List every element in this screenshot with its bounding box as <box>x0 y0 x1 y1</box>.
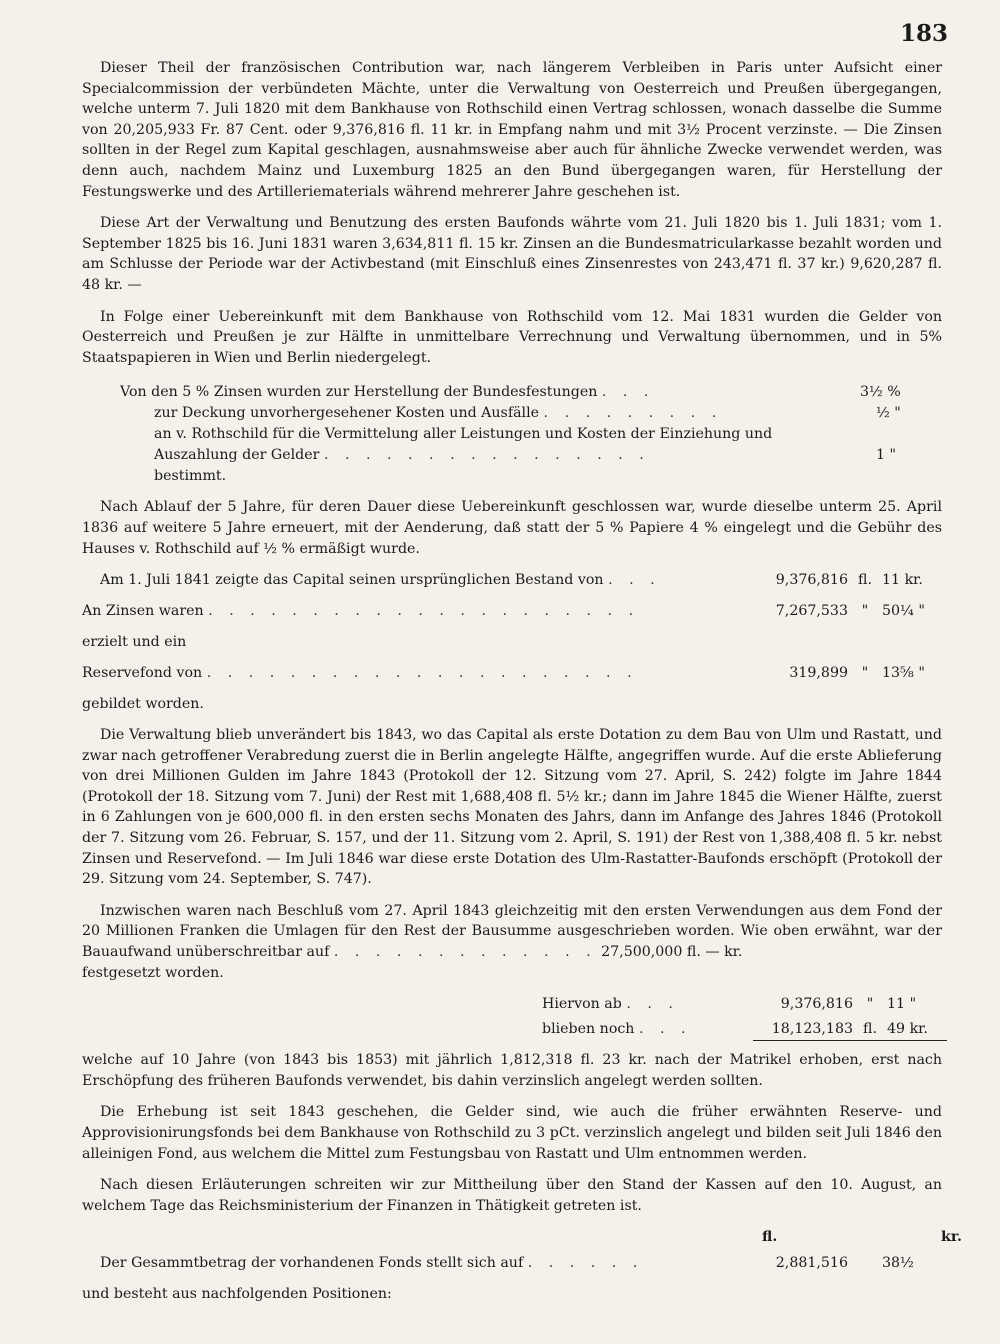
leader-dots: . . . . . . . . . . . . . <box>333 944 597 961</box>
paragraph-erhebung: Die Erhebung ist seit 1843 geschehen, die Gelder sind, wie auch die früher erwähnten Reserve- und Approvisionirungsfonds bei dem Bankhause von Rothschild zu 3 pCt. verzinslich angelegt und bilden seit Juli 1846 den alleinigen Fond, aus welchem die Mittel zum Festungsbau von Rastatt und Ulm entnommen werden. <box>82 1104 942 1162</box>
paragraph-verwaltung: Diese Art der Verwaltung und Benutzung des ersten Baufonds währte vom 21. Juli 1820 bis 1. Juli 1831; vom 1. September 1825 bis 16. Juni 1831 waren 3,634,811 fl. 15 kr. Zinsen an die Bundesmatricularkasse bezahlt worden und am Schlusse der Periode war der Activbestand (mit Einschluß eines Zinsenrestes von 243,471 fl. 37 kr.) 9,620,287 fl. 48 kr. — <box>82 215 942 293</box>
row-label: Am 1. Juli 1841 zeigte das Capital seinen ursprünglichen Bestand von <box>100 572 604 589</box>
amount-kr: 13⅝ " <box>882 665 925 682</box>
row-label: Von den 5 % Zinsen wurden zur Herstellung der Bundesfestungen <box>120 384 598 401</box>
leader-dots: . . . <box>608 572 661 589</box>
account-row <box>82 694 942 715</box>
column-header-fl: fl. <box>762 1229 778 1246</box>
table-row <box>120 382 940 403</box>
leader-dots: . . . . . . . . . . . . . . . . . . . . . <box>206 665 638 682</box>
bauaufwand-amount: 27,500,000 <box>601 944 683 961</box>
paragraph-contribution: Dieser Theil der französischen Contribution war, nach längerem Verbleiben in Paris unter Aufsicht einer Specialcommission der verbündeten Mächte, unter die Verwaltung von Oesterreich und Preußen übergegangen, welche unterm 7. Juli 1820 mit dem Bankhause von Rothschild einen Vertrag schlossen, wonach dasselbe die Summe von 20,205,933 Fr. 87 Cent. oder 9,376,816 fl. 11 kr. in Empfang nahm und mit 3½ Procent verzinste. — Die Zinsen sollten in der Regel zum Kapital geschlagen, ausnahmsweise aber auch für ähnliche Zwecke verwendet werden, was denn auch, nachdem Mainz und Luxemburg 1825 an den Bund übergegangen waren, für Herstellung der Festungswerke und des Artilleriematerials während mehrerer Jahre geschehen ist. <box>82 60 942 200</box>
amount-kr: 49 kr. <box>887 1019 947 1041</box>
account-row <box>542 1019 947 1040</box>
unit-fl: fl. <box>858 572 872 589</box>
column-headers <box>762 1227 962 1247</box>
capital-account <box>82 570 942 715</box>
row-label: gebildet worden. <box>82 696 204 713</box>
unit-fl: " <box>861 603 869 620</box>
row-label: zur Deckung unvorhergesehener Kosten und Ausfälle <box>154 405 540 422</box>
body-text <box>82 58 962 1316</box>
page-number: 183 <box>899 20 948 47</box>
unit-fl: " <box>861 665 869 682</box>
paragraph-ablauf: Nach Ablauf der 5 Jahre, für deren Dauer diese Uebereinkunft geschlossen war, wurde dieselbe unterm 25. April 1836 auf weitere 5 Jahre erneuert, mit der Aenderung, daß statt der 5 % Papiere 4 % eingelegt und die Gebühr des Hauses v. Rothschild auf ½ % ermäßigt wurde. <box>82 499 942 557</box>
amount-kr: — kr. <box>705 944 743 961</box>
account-row <box>82 663 942 684</box>
inzwischen-text: Inzwischen waren nach Beschluß vom 27. April 1843 gleichzeitig mit den ersten Verwendungen aus dem Fond der 20 Millionen Franken die Umlagen für den Rest der Bausumme ausgeschrieben worden. Wie oben erwähnt, war der Bauaufwand unüberschreitbar auf <box>82 902 942 961</box>
account-row <box>82 632 942 653</box>
festgesetzt-text: festgesetzt worden. <box>82 964 224 981</box>
row-label: Hiervon ab <box>542 996 622 1013</box>
unit-fl: " <box>866 996 874 1013</box>
amount-kr: 11 " <box>887 996 917 1013</box>
column-header-kr: kr. <box>941 1229 962 1246</box>
total-kr: 38½ <box>882 1255 914 1272</box>
row-label: Der Gesammtbetrag der vorhandenen Fonds stellt sich auf <box>100 1255 524 1272</box>
account-row <box>542 994 947 1015</box>
zinsen-table <box>120 382 940 487</box>
row-value: ½ " <box>876 405 901 422</box>
leader-dots: . . . <box>626 996 679 1013</box>
paragraph-erlaeuterungen: Nach diesen Erläuterungen schreiten wir zur Mittheilung über den Stand der Kassen auf den 10. August, an welchem Tage das Reichsministerium der Finanzen in Thätigkeit getreten ist. <box>82 1177 942 1214</box>
closing-text: und besteht aus nachfolgenden Positionen: <box>82 1286 392 1303</box>
row-label: Auszahlung der Gelder <box>154 447 320 464</box>
row-label: erzielt und ein <box>82 634 187 651</box>
table-row <box>120 403 940 424</box>
total-amount: 2,881,516 <box>775 1255 848 1272</box>
paragraph-uebereinkunft: In Folge einer Uebereinkunft mit dem Bankhause von Rothschild vom 12. Mai 1831 wurden die Gelder von Oesterreich und Preußen je zur Hälfte in unmittelbare Verrechnung und Verwaltung übernommen, und in 5% Staatspapieren in Wien und Berlin niedergelegt. <box>82 308 942 366</box>
amount: 9,376,816 <box>780 996 853 1013</box>
amount: 319,899 <box>789 665 848 682</box>
total-row <box>82 1253 942 1274</box>
leader-dots: . . . . . . . . . . . . . . . . . . . . . <box>208 603 640 620</box>
leader-dots: . . . <box>638 1021 692 1038</box>
table-row <box>120 445 940 466</box>
paragraph-dotation: Die Verwaltung blieb unverändert bis 1843, wo das Capital als erste Dotation zu dem Bau von Ulm und Rastatt, und zwar nach getroffener Verabredung zuerst die in Berlin angelegte Hälfte, angegriffen wurde. Auf die erste Ablieferung von drei Millionen Gulden im Jahre 1843 (Protokoll der 12. Sitzung vom 27. April, S. 242) folgte im Jahre 1844 (Protokoll der 18. Sitzung vom 7. Juni) der Rest mit 1,688,408 fl. 5½ kr.; dann im Jahre 1845 die Wiener Hälfte, zuerst in 6 Zahlungen von je 600,000 fl. in den ersten sechs Monaten des Jahrs, dann im Anfange des Jahres 1846 (Protokoll der 7. Sitzung vom 26. Februar, S. 157, und der 11. Sitzung vom 2. April, S. 191) der Rest von 1,388,408 fl. 5 kr. nebst Zinsen und Reservefond. — Im Juli 1846 war diese erste Dotation des Ulm-Rastatter-Baufonds erschöpft (Protokoll der 29. Sitzung vom 24. September, S. 747). <box>82 727 942 888</box>
amount: 9,376,816 <box>775 572 848 589</box>
row-label: An Zinsen waren <box>82 603 204 620</box>
table-row <box>120 424 940 445</box>
table-row <box>120 466 940 487</box>
leader-dots: . . . <box>601 384 655 401</box>
row-value: 1 " <box>876 447 897 464</box>
unit-fl: fl. <box>853 1019 887 1041</box>
account-row <box>82 570 942 591</box>
row-label: blieben noch <box>542 1021 635 1038</box>
row-label: bestimmt. <box>154 468 227 485</box>
unit-fl: fl. <box>686 944 701 961</box>
leader-dots: . . . . . . . . . . . . . . . . <box>323 447 650 464</box>
amount: 18,123,183 <box>753 1019 853 1041</box>
amount-kr: 50¼ " <box>882 603 925 620</box>
leader-dots: . . . . . . <box>527 1255 644 1272</box>
row-value: 3½ % <box>860 384 901 401</box>
account-row <box>82 601 942 622</box>
amount: 7,267,533 <box>775 603 848 620</box>
calculation-block <box>542 994 947 1040</box>
amount-kr: 11 kr. <box>882 572 923 589</box>
leader-dots: . . . . . . . . . <box>543 405 723 422</box>
paragraph-matrikel: welche auf 10 Jahre (von 1843 bis 1853) mit jährlich 1,812,318 fl. 23 kr. nach der Matrikel erhoben, erst nach Erschöpfung des früheren Baufonds verwendet, bis dahin verzinslich angelegt werden sollten. <box>82 1052 942 1089</box>
row-label: Reservefond von <box>82 665 203 682</box>
paragraph-inzwischen <box>82 901 942 963</box>
row-label: an v. Rothschild für die Vermittelung aller Leistungen und Kosten der Einziehung und <box>154 426 773 443</box>
